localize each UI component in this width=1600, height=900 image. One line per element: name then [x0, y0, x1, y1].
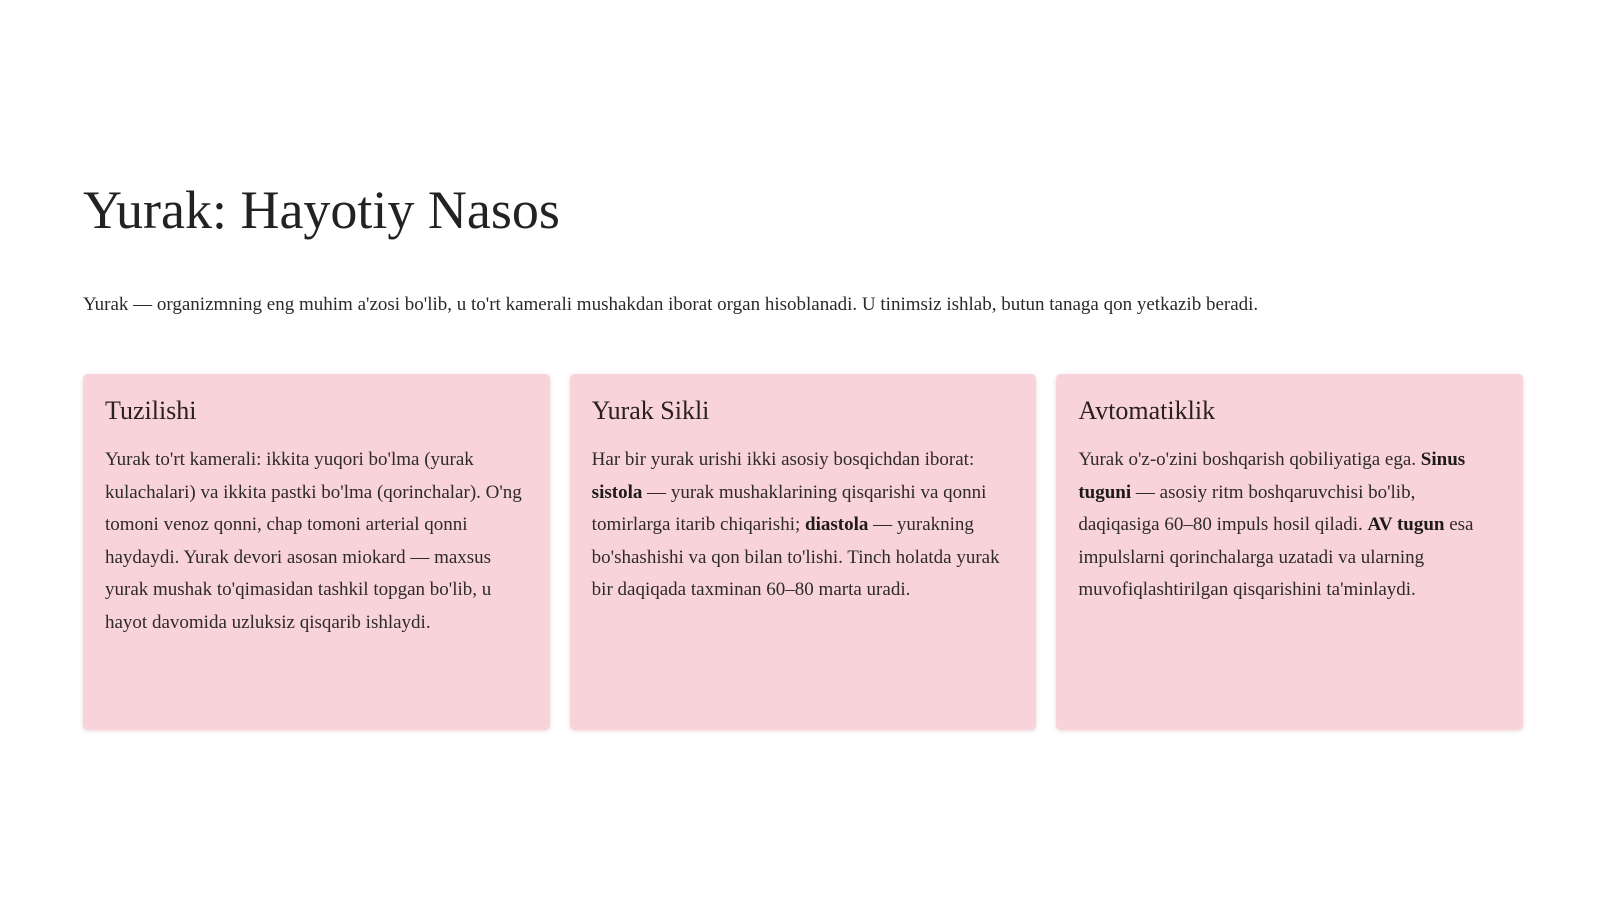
- card-text: Yurak to'rt kamerali: ikkita yuqori bo'lma (yurak kulachalari) va ikkita pastki bo'lma (qorinchalar). O'ng tomoni venoz qonni, chap tomoni arterial qonni haydaydi. Yurak devori asosan miokard — maxsus yurak mushak to'qimasidan tashkil topgan bo'lib, u hayot davomida uzluksiz qisqarib ishlaydi.: [105, 449, 522, 633]
- card-structure: [83, 374, 550, 730]
- cards-row: [83, 374, 1523, 730]
- intro-paragraph: Yurak — organizmning eng muhim a'zosi bo'lib, u to'rt kamerali mushakdan iborat organ hisoblanadi. U tinimsiz ishlab, butun tanaga qon yetkazib beradi.: [83, 294, 1259, 315]
- term-diastole: diastola: [805, 514, 869, 535]
- card-title: Tuzilishi: [105, 396, 197, 425]
- slide: [83, 0, 1523, 900]
- card-automaticity: [1056, 374, 1523, 730]
- text-segment: esa impulslarni qorinchalarga uzatadi va ularning muvofiqlashtirilgan qisqarishini ta'minlaydi.: [1078, 514, 1474, 600]
- card-text: [592, 444, 1015, 607]
- term-sinus-node: Sinus tuguni: [1078, 449, 1466, 503]
- card-title: Yurak Sikli: [591, 396, 710, 425]
- card-heart-cycle: [570, 374, 1037, 730]
- card-title: Avtomatiklik: [1078, 396, 1216, 425]
- text-segment: — yurak mushaklarining qisqarishi va qonni tomirlarga itarib chiqarishi;: [591, 481, 987, 535]
- text-segment: Yurak o'z-o'zini boshqarish qobiliyatiga ega.: [1078, 449, 1421, 470]
- card-text: [1078, 444, 1501, 607]
- text-segment: — asosiy ritm boshqaruvchisi bo'lib, daqiqasiga 60–80 impuls hosil qiladi.: [1078, 481, 1416, 535]
- page-title: Yurak: Hayotiy Nasos: [83, 180, 560, 240]
- term-systole: sistola: [591, 481, 643, 503]
- text-segment: — yurakning bo'shashishi va qon bilan to'lishi. Tinch holatda yurak bir daqiqada taxminan 60–80 marta uradi.: [591, 514, 1000, 600]
- text-segment: Har bir yurak urishi ikki asosiy bosqichdan iborat:: [591, 449, 975, 470]
- term-av-node: AV tugun: [1367, 514, 1445, 535]
